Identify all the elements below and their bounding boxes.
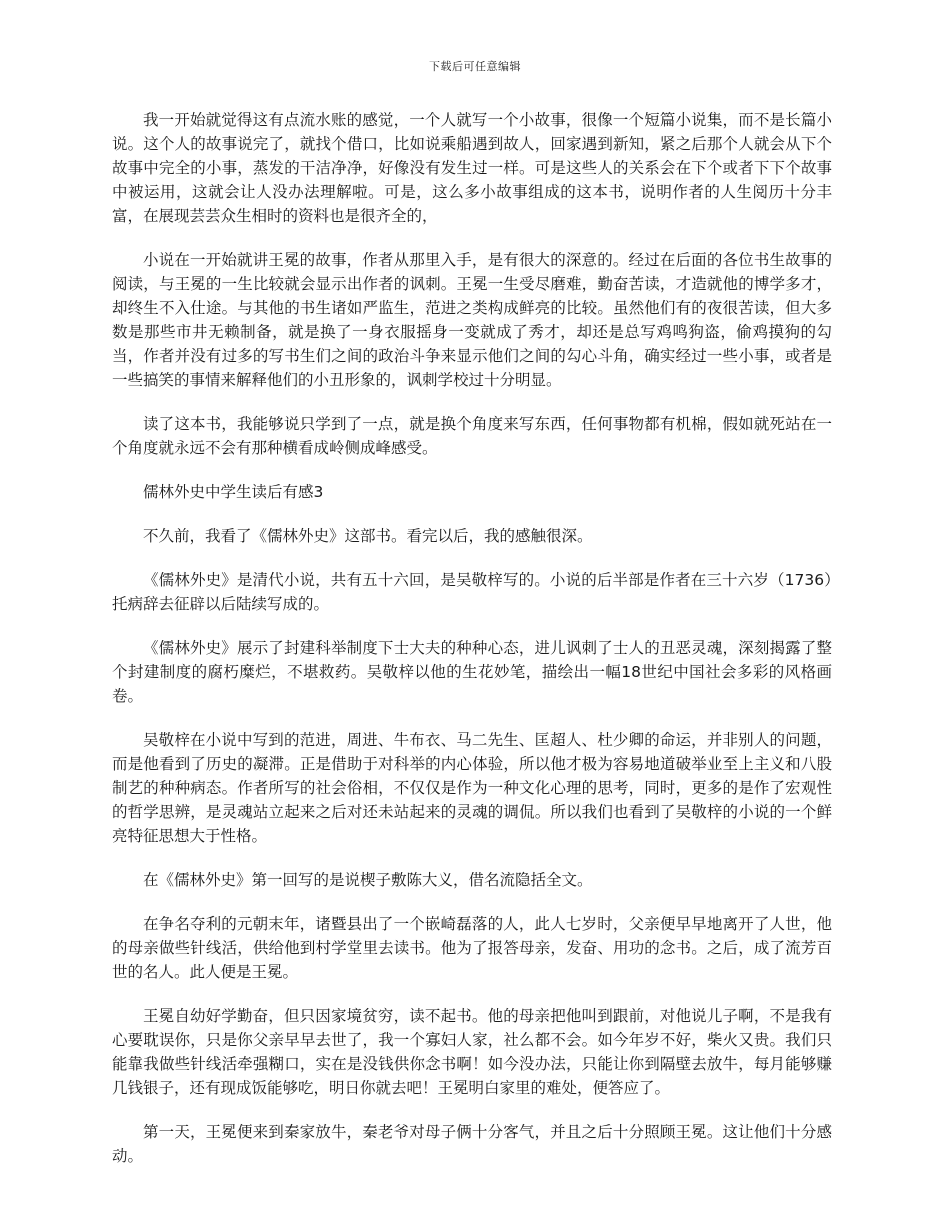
paragraph: 读了这本书，我能够说只学到了一点，就是换个角度来写东西，任何事物都有机棉，假如就死站在一个角度就永远不会有那种横看成岭侧成峰感受。	[112, 415, 832, 457]
section-heading: 儒林外史中学生读后有感3	[143, 483, 324, 501]
paragraph: 在争名夺利的元朝末年，诸暨县出了一个嵌崎磊落的人，此人七岁时，父亲便早早地离开了人世，他的母亲做些针线活，供给他到村学堂里去读书。他为了报答母亲，发奋、用功的念书。之后，成了流芳百世的名人。此人便是王冕。	[112, 915, 832, 981]
paragraph: 小说在一开始就讲王冕的故事，作者从那里入手，是有很大的深意的。经过在后面的各位书生故事的阅读，与王冕的一生比较就会显示出作者的讽刺。王冕一生受尽磨难，勤奋苦读，才造就他的博学多才，却终生不入仕途。与其他的书生诸如严监生，范进之类构成鲜亮的比较。虽然他们有的夜很苦读，但大多数是那些市井无赖制备，就是换了一身衣服摇身一变就成了秀才，却还是总写鸡鸣狗盗，偷鸡摸狗的勾当，作者并没有过多的写书生们之间的政治斗争来显示他们之间的勾心斗角，确实经过一些小事，或者是一些搞笑的事情来解释他们的小丑形象的，讽刺学校过十分明显。	[112, 251, 832, 389]
paragraph: 王冕自幼好学勤奋，但只因家境贫穷，读不起书。他的母亲把他叫到跟前，对他说儿子啊，不是我有心要耽误你，只是你父亲早早去世了，我一个寡妇人家，社么都不会。如今年岁不好，柴火又贵。我们只能靠我做些针线活牵强糊口，实在是没钱供你念书啊！如今没办法，只能让你到隔壁去放牛，每月能够赚几钱银子，还有现成饭能够吃，明日你就去吧！王冕明白家里的难处，便答应了。	[112, 1007, 832, 1097]
document-body	[112, 108, 832, 1188]
paragraph: 在《儒林外史》第一回写的是说楔子敷陈大义，借名流隐括全文。	[143, 871, 593, 889]
page-header: 下载后可任意编辑	[429, 60, 521, 73]
paragraph: 不久前，我看了《儒林外史》这部书。看完以后，我的感触很深。	[143, 527, 593, 545]
paragraph: 《儒林外史》是清代小说，共有五十六回，是吴敬梓写的。小说的后半部是作者在三十六岁（1736）托病辞去征辟以后陆续写成的。	[112, 571, 832, 613]
paragraph: 我一开始就觉得这有点流水账的感觉，一个人就写一个小故事，很像一个短篇小说集，而不是长篇小说。这个人的故事说完了，就找个借口，比如说乘船遇到故人，回家遇到新知，紧之后那个人就会从下个故事中完全的小事，蒸发的干洁净净，好像没有发生过一样。可是这些人的关系会在下个或者下下个故事中被运用，这就会让人没办法理解啦。可是，这么多小故事组成的这本书，说明作者的人生阅历十分丰富，在展现芸芸众生相时的资料也是很齐全的，	[112, 111, 832, 225]
paragraph: 吴敬梓在小说中写到的范进，周进、牛布衣、马二先生、匡超人、杜少卿的命运，并非别人的问题，而是他看到了历史的凝滞。正是借助于对科举的内心体验，所以他才极为容易地道破举业至上主义和八股制艺的种种病态。作者所写的社会俗相，不仅仅是作为一种文化心理的思考，同时，更多的是作了宏观性的哲学思辨，是灵魂站立起来之后对还未站起来的灵魂的调侃。所以我们也看到了吴敬梓的小说的一个鲜亮特征思想大于性格。	[112, 731, 832, 845]
paragraph: 第一天，王冕便来到秦家放牛，秦老爷对母子俩十分客气，并且之后十分照顾王冕。这让他们十分感动。	[112, 1123, 832, 1165]
paragraph: 《儒林外史》展示了封建科举制度下士大夫的种种心态，进儿讽刺了士人的丑恶灵魂，深刻揭露了整个封建制度的腐朽糜烂，不堪救药。吴敬梓以他的生花妙笔，描绘出一幅18世纪中国社会多彩的风格画卷。	[112, 639, 832, 705]
